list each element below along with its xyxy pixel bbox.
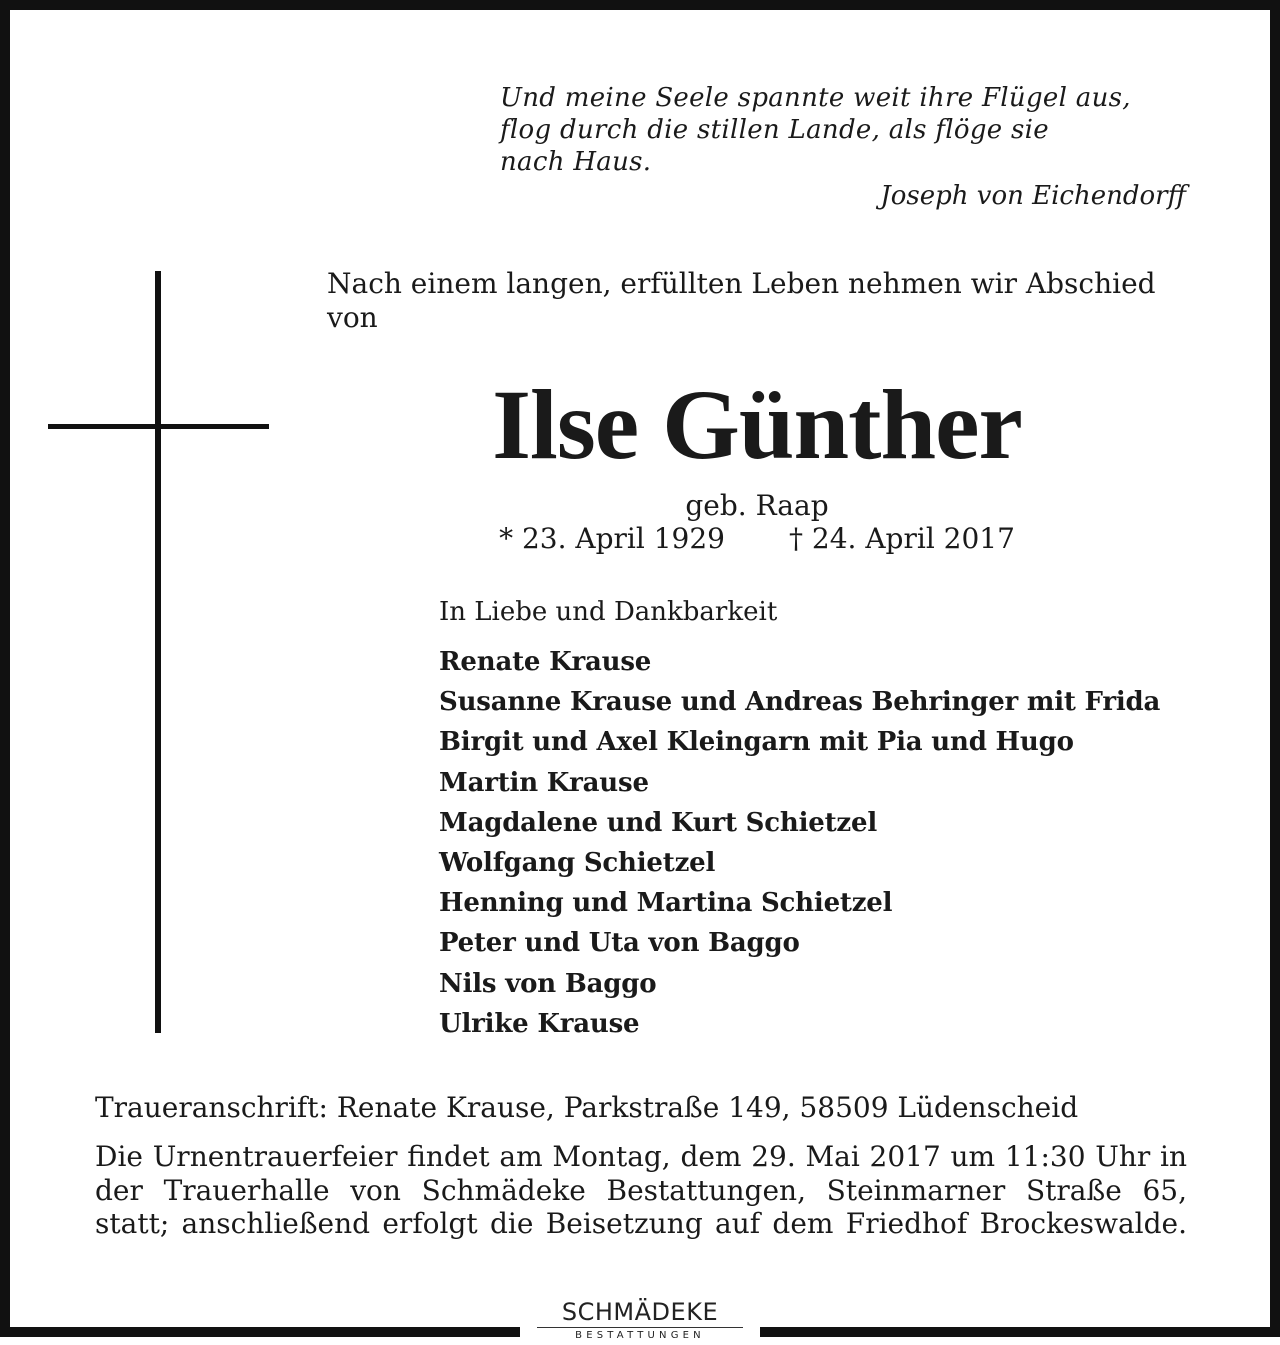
intro-text — [327, 267, 1197, 335]
mourner-name: Susanne Krause und Andreas Behringer mit Frida — [439, 687, 1161, 718]
mourners-list — [439, 642, 1160, 1044]
funeral-home-logo — [537, 1298, 743, 1342]
logo-divider — [537, 1327, 743, 1328]
ceremony-info — [95, 1140, 1187, 1241]
mourner-name: Wolfgang Schietzel — [439, 848, 716, 879]
intro-line: Nach einem langen, erfüllten Leben nehmen wir Abschied — [327, 267, 1156, 300]
mourner-name: Martin Krause — [439, 767, 649, 798]
mourner-name: Peter und Uta von Baggo — [439, 928, 800, 959]
quote-author: Joseph von Eichendorff — [880, 181, 1186, 211]
mourner-name: Ulrike Krause — [439, 1008, 640, 1039]
deceased-name: Ilse Günther — [492, 369, 1022, 480]
life-dates — [327, 522, 1187, 556]
ceremony-line: der Trauerhalle von Schmädeke Bestattungen, Steinmarner Straße 65, — [95, 1173, 1187, 1207]
mourner-name: Renate Krause — [439, 647, 652, 677]
mourning-address: Traueranschrift: Renate Krause, Parkstraße 149, 58509 Lüdenscheid — [95, 1091, 1079, 1124]
maiden-name: geb. Raap — [685, 489, 829, 522]
death-date: † 24. April 2017 — [789, 522, 1015, 555]
mourner-name: Nils von Baggo — [439, 968, 657, 999]
quote-line: nach Haus. — [500, 147, 652, 177]
cross-icon-vertical-bar — [155, 271, 161, 1033]
cross-icon-horizontal-bar — [48, 424, 269, 429]
frame-left-border — [0, 0, 10, 1337]
ceremony-line: Die Urnentrauerfeier findet am Montag, dem 29. Mai 2017 um 11:30 Uhr in — [95, 1140, 1187, 1173]
poem-quote — [500, 82, 1200, 178]
quote-line: Und meine Seele spannte weit ihre Flügel aus, — [500, 83, 1131, 113]
mourners-intro: In Liebe und Dankbarkeit — [439, 597, 778, 627]
logo-subtitle: BESTATTUNGEN — [575, 1330, 705, 1341]
frame-top-border — [0, 0, 1280, 10]
frame-bottom-right-border — [760, 1327, 1280, 1337]
frame-bottom-left-border — [0, 1327, 520, 1337]
intro-line: von — [327, 301, 378, 334]
logo-name: SCHMÄDEKE — [561, 1298, 719, 1326]
mourner-name: Birgit und Axel Kleingarn mit Pia und Hugo — [439, 727, 1074, 758]
ceremony-line: statt; anschließend erfolgt die Beisetzung auf dem Friedhof Brockeswalde. — [95, 1207, 1187, 1240]
birth-date: * 23. April 1929 — [499, 522, 725, 555]
frame-right-border — [1270, 0, 1280, 1337]
mourner-name: Magdalene und Kurt Schietzel — [439, 807, 877, 838]
quote-line: flog durch die stillen Lande, als flöge sie — [500, 115, 1049, 145]
mourner-name: Henning und Martina Schietzel — [439, 888, 893, 919]
